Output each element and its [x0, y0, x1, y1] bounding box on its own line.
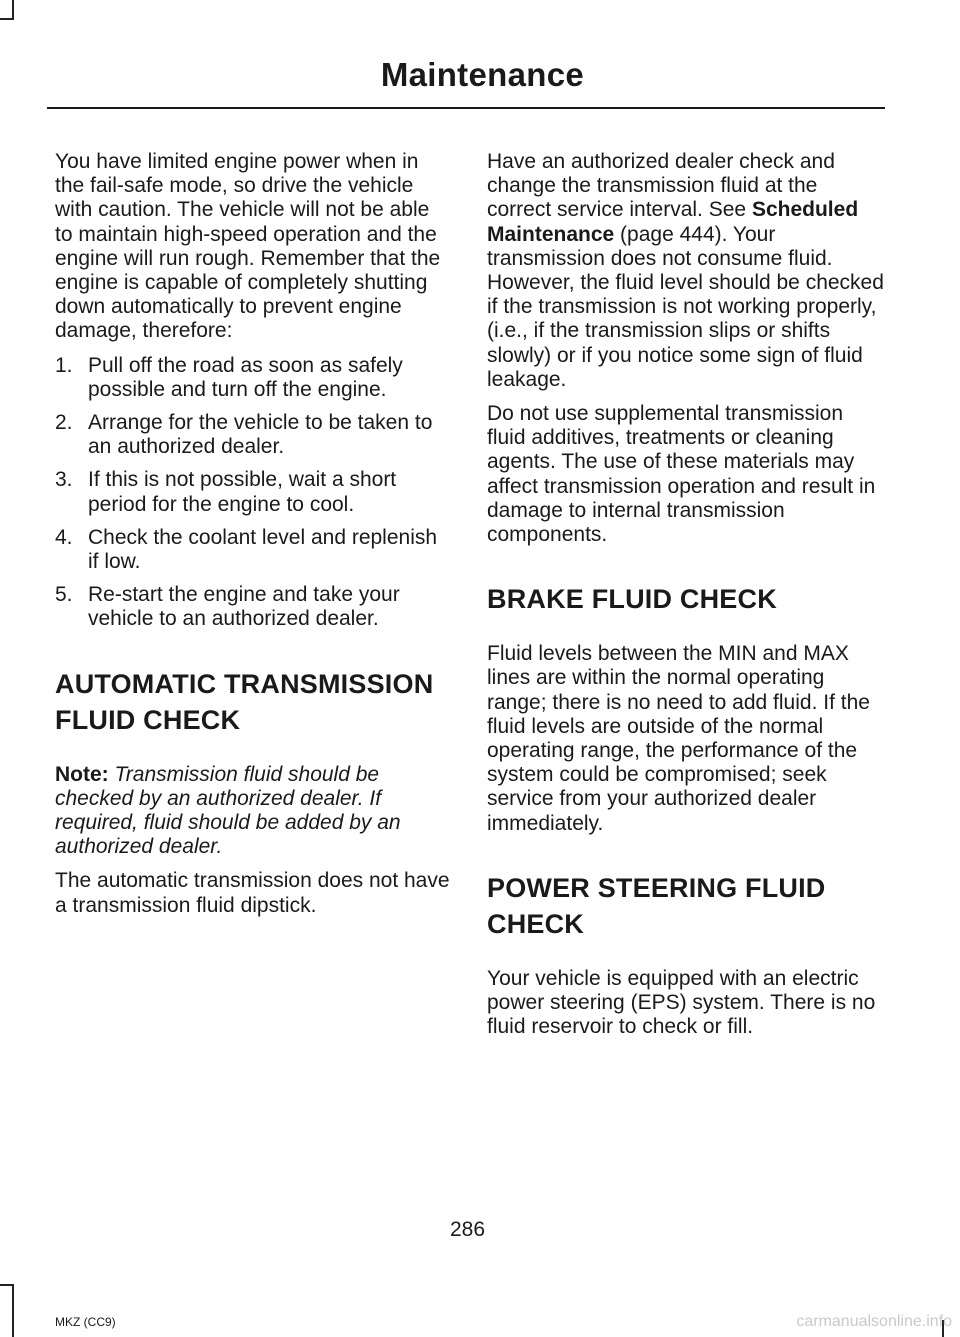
note-text: Transmission fluid should be checked by an authorized dealer. If required, fluid should be added by an authorized dealer.: [55, 762, 401, 859]
crop-mark-top-left-vertical: [12, 0, 14, 18]
watermark: carmanualsonline.info: [796, 1313, 952, 1330]
service-text-before: Have an authorized dealer check and change the transmission fluid at the correct service interval. See: [487, 150, 835, 222]
step-text: Arrange for the vehicle to be taken to an authorized dealer.: [88, 411, 433, 459]
additives-paragraph: Do not use supplemental transmission fluid additives, treatments or cleaning agents. The use of these materials may affect transmission operation and result in damage to internal transmission components.: [487, 402, 876, 547]
step-text: If this is not possible, wait a short period for the engine to cool.: [88, 468, 397, 516]
crop-mark-bottom-left-vertical: [12, 1284, 14, 1337]
step-item: [55, 411, 450, 459]
section-heading-automatic-transmission-fluid: AUTOMATIC TRANSMISSION FLUID CHECK: [55, 668, 434, 735]
crop-mark-bottom-left-horizontal: [0, 1284, 14, 1286]
note-label: Note:: [55, 762, 109, 786]
section-heading-brake-fluid: BRAKE FLUID CHECK: [487, 584, 777, 615]
vehicle-model-label: MKZ (CC9): [55, 1315, 116, 1329]
step-item: [55, 526, 450, 574]
fail-safe-intro: You have limited engine power when in the fail-safe mode, so drive the vehicle with caution. The vehicle will not be able to maintain high-speed operation and the engine will run rough. Remember that the engine is capable of completely shutting down automatically to prevent engine damage, therefore:: [55, 150, 441, 343]
crop-mark-top-left-horizontal: [0, 18, 14, 20]
step-number: 5.: [55, 583, 73, 607]
header-divider: [47, 107, 885, 109]
step-number: 2.: [55, 411, 73, 435]
page-number: 286: [449, 1218, 486, 1241]
service-text-after: (page 444). Your transmission does not consume fluid. However, the fluid level should be checked if the transmission is not working properly, (i.e., if the transmission slips or shifts slowly) or if you notice some sign of fluid leakage.: [487, 222, 884, 391]
step-text: Re-start the engine and take your vehicle to an authorized dealer.: [88, 583, 400, 631]
step-item: [55, 354, 450, 402]
fail-safe-steps: [55, 354, 450, 632]
step-item: [55, 468, 450, 516]
page-title: Maintenance: [380, 56, 584, 93]
brake-fluid-paragraph: Fluid levels between the MIN and MAX lines are within the normal operating range; there is no need to add fluid. If the fluid levels are outside of the normal operating range, the performance of the system could be compromised; seek service from your authorized dealer immediately.: [487, 642, 870, 835]
step-number: 3.: [55, 468, 73, 492]
scheduled-maintenance-link[interactable]: Scheduled Maintenance: [487, 198, 859, 246]
dipstick-paragraph: The automatic transmission does not have a transmission fluid dipstick.: [55, 869, 450, 917]
section-heading-power-steering-fluid: POWER STEERING FLUID CHECK: [487, 872, 826, 939]
step-number: 4.: [55, 525, 73, 549]
transmission-note: [55, 763, 450, 860]
step-text: Check the coolant level and replenish if low.: [88, 525, 438, 574]
step-number: 1.: [55, 353, 73, 377]
right-column: [487, 150, 887, 1049]
step-item: [55, 583, 450, 631]
step-text: Pull off the road as soon as safely possible and turn off the engine.: [88, 353, 403, 401]
service-interval-paragraph: [487, 150, 887, 392]
left-column: [55, 150, 450, 928]
power-steering-paragraph: Your vehicle is equipped with an electric power steering (EPS) system. There is no fluid reservoir to check or fill.: [487, 966, 876, 1039]
